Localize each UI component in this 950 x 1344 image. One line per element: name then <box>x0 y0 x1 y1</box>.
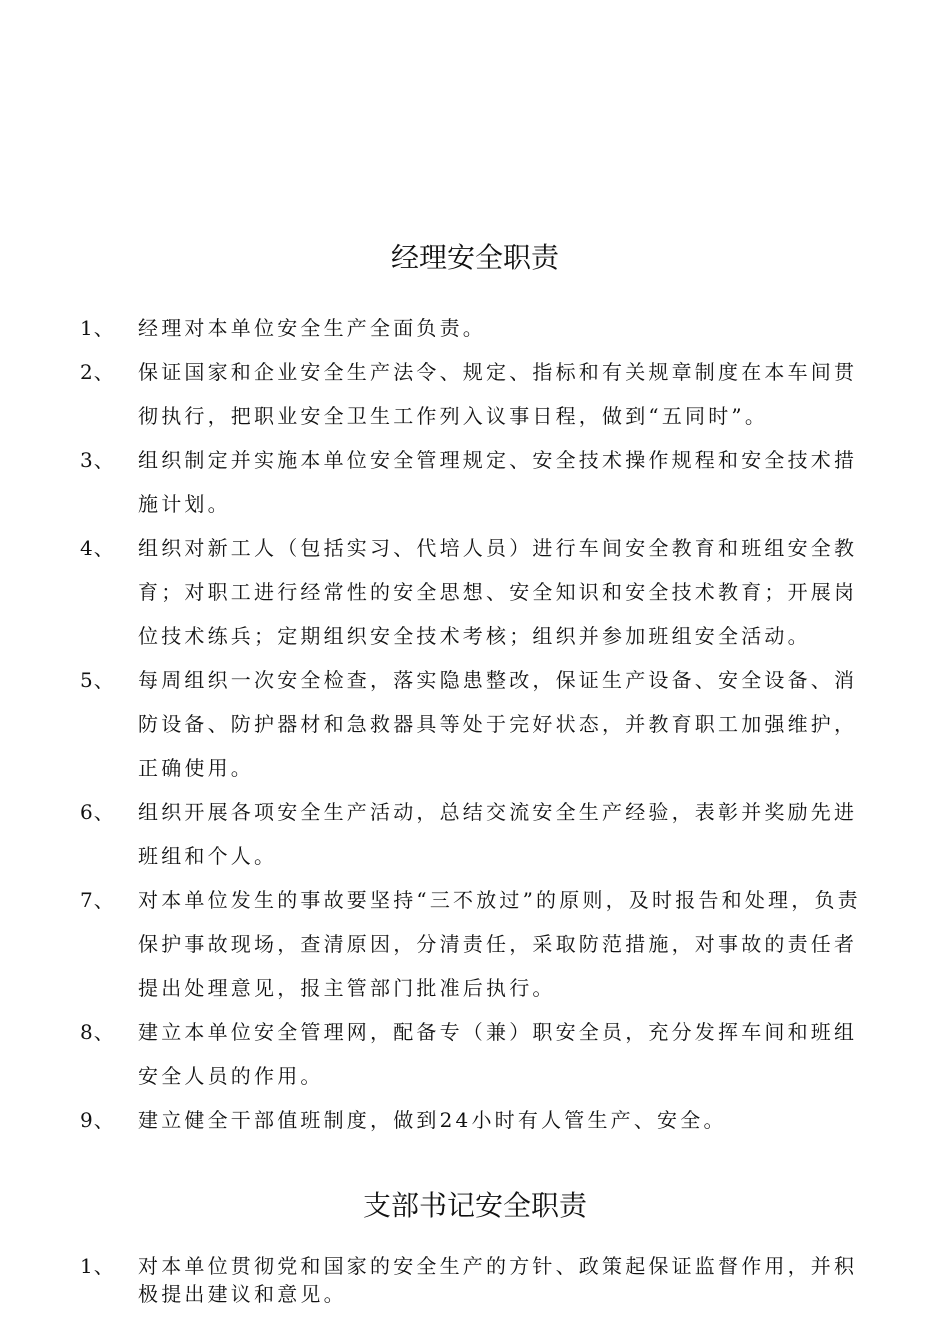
item-number: 4、 <box>80 536 115 560</box>
item-number: 2、 <box>80 360 115 384</box>
item-text: 建立本单位安全管理网，配备专（兼）职安全员，充分发挥车间和班组安全人员的作用。 <box>138 1020 858 1088</box>
item-number: 5、 <box>80 668 115 692</box>
item-text: 经理对本单位安全生产全面负责。 <box>138 316 486 340</box>
item-text: 对本单位贯彻党和国家的安全生产的方针、政策起保证监督作用，并积极提出建议和意见。 <box>138 1254 858 1306</box>
item-number: 3、 <box>80 448 115 472</box>
list-item <box>0 878 950 1010</box>
list-item <box>0 658 950 790</box>
item-text: 组织制定并实施本单位安全管理规定、安全技术操作规程和安全技术措施计划。 <box>138 448 858 516</box>
list-item <box>0 526 950 658</box>
item-number: 8、 <box>80 1020 115 1044</box>
item-number: 6、 <box>80 800 115 824</box>
item-number: 9、 <box>80 1108 115 1132</box>
list-item <box>0 438 950 526</box>
section1-list <box>0 306 950 1142</box>
item-number: 1、 <box>80 1254 115 1278</box>
list-item <box>0 1252 950 1308</box>
item-text: 建立健全干部值班制度，做到24小时有人管生产、安全。 <box>138 1108 727 1132</box>
section2-list <box>0 1252 950 1308</box>
section2-title: 支部书记安全职责 <box>362 1189 587 1222</box>
list-item <box>0 350 950 438</box>
item-text: 保证国家和企业安全生产法令、规定、指标和有关规章制度在本车间贯彻执行，把职业安全卫生工作列入议事日程，做到“五同时”。 <box>138 360 858 428</box>
list-item <box>0 1010 950 1098</box>
list-item <box>0 306 950 350</box>
item-number: 1、 <box>80 316 115 340</box>
item-number: 7、 <box>80 888 115 912</box>
item-text: 对本单位发生的事故要坚持“三不放过”的原则，及时报告和处理，负责保护事故现场，查清原因，分清责任，采取防范措施，对事故的责任者提出处理意见，报主管部门批准后执行。 <box>138 888 861 1000</box>
item-text: 组织对新工人（包括实习、代培人员）进行车间安全教育和班组安全教育；对职工进行经常性的安全思想、安全知识和安全技术教育；开展岗位技术练兵；定期组织安全技术考核；组织并参加班组安全活动。 <box>138 536 858 648</box>
item-text: 组织开展各项安全生产活动，总结交流安全生产经验，表彰并奖励先进班组和个人。 <box>138 800 858 868</box>
section1-title: 经理安全职责 <box>390 241 559 274</box>
item-text: 每周组织一次安全检查，落实隐患整改，保证生产设备、安全设备、消防设备、防护器材和急救器具等处于完好状态，并教育职工加强维护，正确使用。 <box>138 668 858 780</box>
list-item <box>0 790 950 878</box>
list-item <box>0 1098 950 1142</box>
